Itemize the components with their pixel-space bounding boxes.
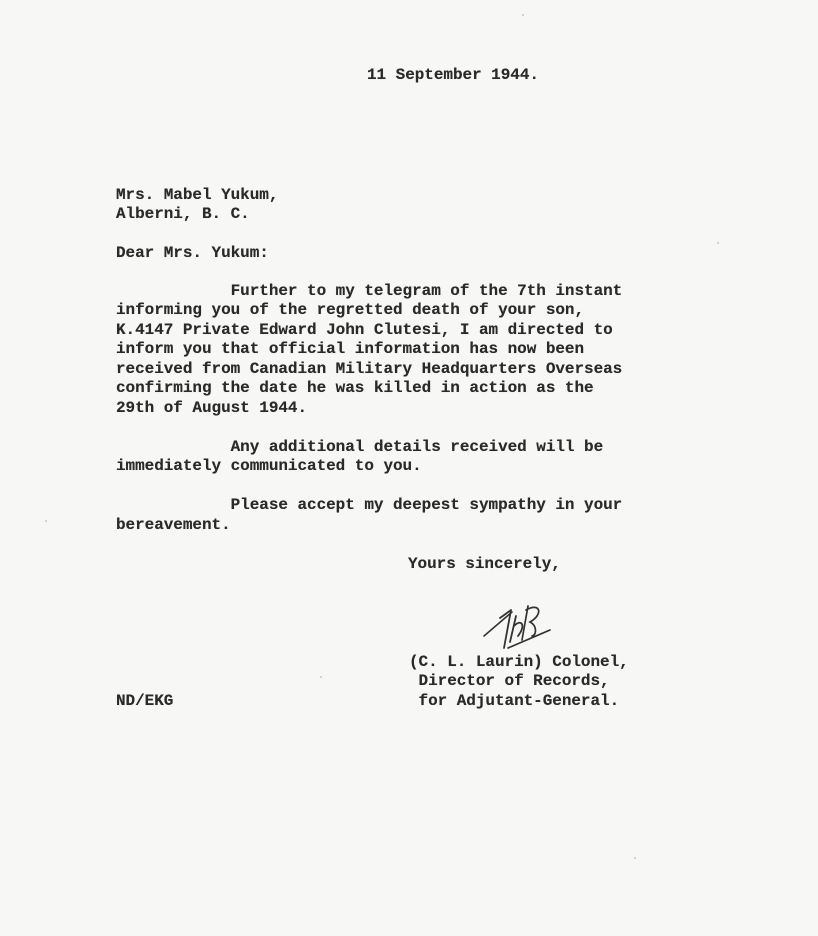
paragraph-line: received from Canadian Military Headquarters Overseas [116, 360, 623, 378]
paragraph-line: immediately communicated to you. [116, 457, 422, 475]
paper-speck [320, 676, 322, 678]
paper-speck [522, 14, 524, 16]
closing: Yours sincerely, [408, 555, 561, 573]
signatory-line: Director of Records, [409, 672, 610, 690]
paragraph-line: Further to my telegram of the 7th instant [116, 282, 623, 300]
paper-speck [634, 857, 636, 859]
paragraph-line: confirming the date he was killed in action as the [116, 379, 594, 397]
paragraph-line: Any additional details received will be [116, 438, 604, 456]
paragraph-line: bereavement. [116, 516, 231, 534]
paper-speck [717, 242, 719, 244]
signatory-line: (C. L. Laurin) Colonel, [409, 653, 629, 671]
paragraph-line: 29th of August 1944. [116, 399, 308, 417]
recipient-location: Alberni, B. C. [116, 205, 250, 223]
paragraph-line: inform you that official information has now been [116, 340, 585, 358]
salutation: Dear Mrs. Yukum: [116, 244, 269, 262]
paragraph-line: Please accept my deepest sympathy in your [116, 496, 623, 514]
paragraph-line: informing you of the regretted death of your son, [116, 301, 585, 319]
recipient-name: Mrs. Mabel Yukum, [116, 186, 279, 204]
paper-speck [45, 520, 47, 522]
paragraph-line: K.4147 Private Edward John Clutesi, I am directed to [116, 321, 613, 339]
reference-initials: ND/EKG [116, 692, 174, 710]
handwritten-signature [478, 596, 558, 652]
letter-date: 11 September 1944. [367, 66, 539, 84]
signatory-line: for Adjutant-General. [409, 692, 620, 710]
